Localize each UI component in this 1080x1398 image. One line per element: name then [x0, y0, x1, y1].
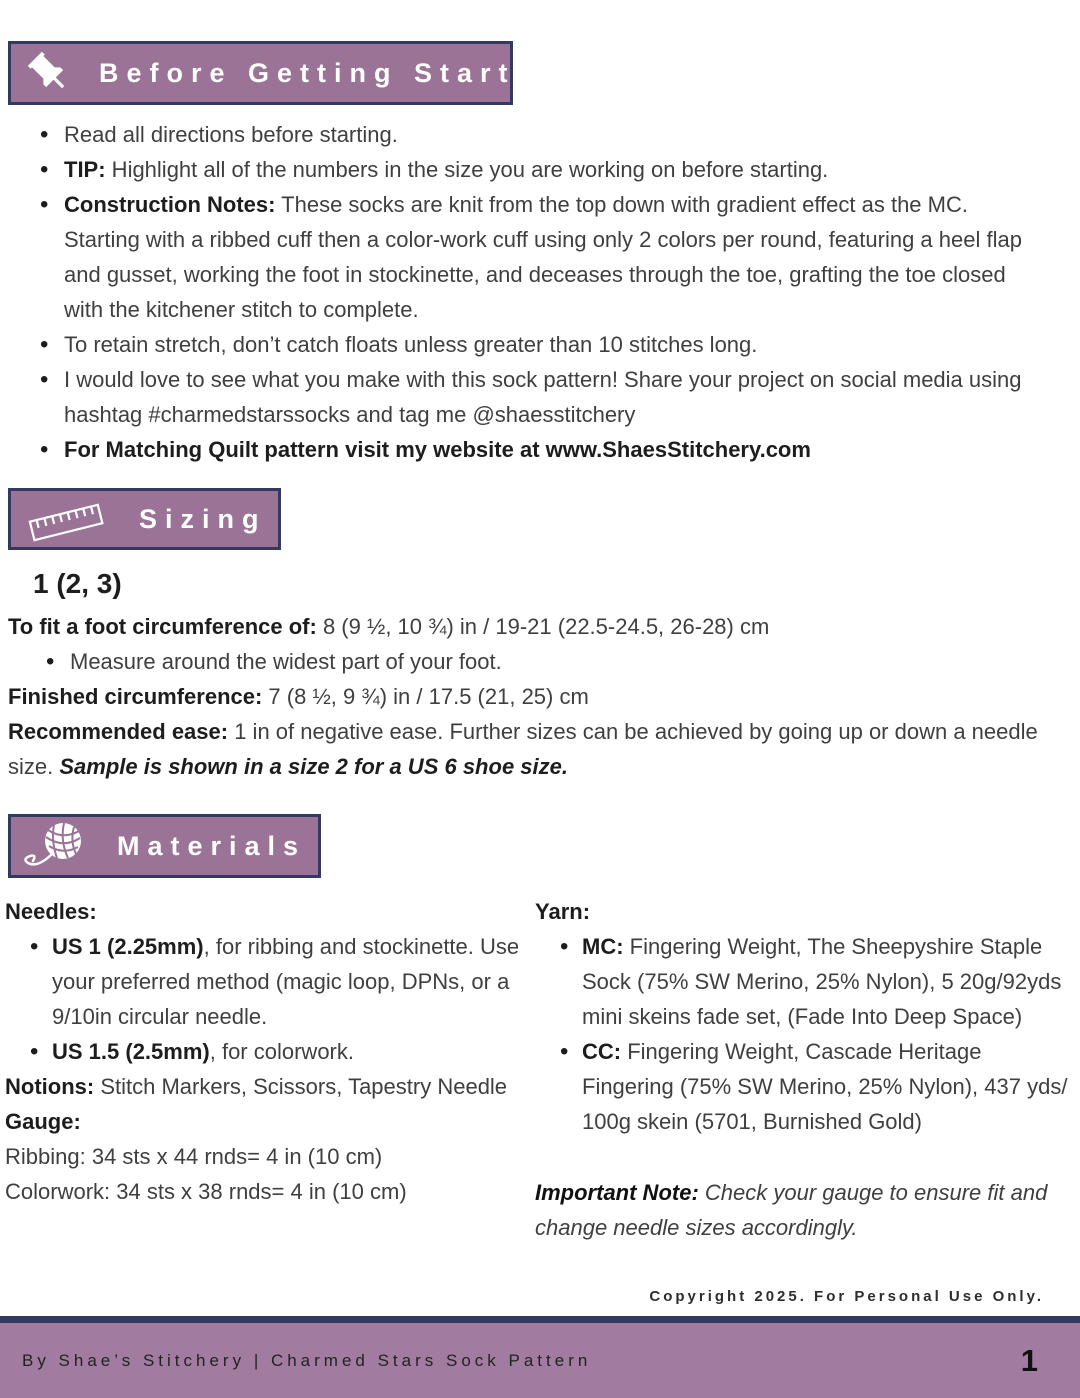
bullet-bold: Construction Notes:	[64, 192, 276, 217]
finished-label: Finished circumference:	[8, 684, 263, 709]
bullet-text: Fingering Weight, The Sheepyshire Staple Sock (75% SW Merino, 25% Nylon), 5 20g/92yds mini skeins fade set, (Fade Into Deep Space)	[582, 934, 1062, 1029]
important-note	[535, 1175, 1070, 1245]
ruler-icon	[23, 494, 109, 544]
materials-section	[5, 894, 1080, 1245]
materials-left-column	[5, 894, 535, 1245]
size-options: 1 (2, 3)	[33, 568, 122, 599]
bullet-bold: TIP:	[64, 157, 106, 182]
notions-line	[5, 1069, 535, 1104]
important-note-label: Important Note:	[535, 1180, 699, 1205]
before-section	[0, 117, 1045, 467]
copyright-text: Copyright 2025. For Personal Use Only.	[649, 1288, 1044, 1305]
bullet-bold: US 1 (2.25mm)	[52, 934, 204, 959]
footer-bar	[0, 1323, 1080, 1398]
list-item	[40, 187, 1045, 327]
yarn-ball-icon	[21, 820, 89, 872]
sizing-banner	[8, 488, 281, 550]
yarn-label: Yarn:	[535, 899, 591, 924]
bullet-bold: MC:	[582, 934, 624, 959]
fit-line	[8, 609, 1058, 644]
sizing-bullet-list	[8, 644, 1058, 679]
finished-value: 7 (8 ½, 9 ¾) in / 17.5 (21, 25) cm	[262, 684, 589, 709]
list-item	[30, 929, 535, 1034]
gauge-label: Gauge:	[5, 1109, 81, 1134]
bullet-text: , for ribbing and stockinette. Use your preferred method (magic loop, DPNs, or a 9/10in circular needle.	[52, 934, 520, 1029]
sizing-section	[8, 566, 1058, 784]
materials-right-column	[535, 894, 1070, 1245]
ease-emphasis: Sample is shown in a size 2 for a US 6 shoe size.	[59, 754, 568, 779]
needles-list	[5, 929, 535, 1069]
notions-text: Stitch Markers, Scissors, Tapestry Needle	[94, 1074, 508, 1099]
ease-label: Recommended ease:	[8, 719, 229, 744]
list-item	[40, 117, 1045, 152]
list-item	[40, 152, 1045, 187]
finished-line	[8, 679, 1058, 714]
bullet-text: , for colorwork.	[209, 1039, 354, 1064]
bullet-text: These socks are knit from the top down with gradient effect as the MC. Starting with a ribbed cuff then a color-work cuff using only 2 colors per round, featuring a heel flap and gusset, working the foot in stockinette, and deceases through the toe, grafting the toe closed with the kitchener stitch to complete.	[64, 192, 1022, 322]
materials-banner	[8, 814, 321, 878]
page-number: 1	[1020, 1342, 1038, 1378]
before-getting-started-banner	[8, 41, 564, 105]
bullet-text: Highlight all of the numbers in the size you are working on before starting.	[105, 157, 829, 182]
before-bullet-list	[0, 117, 1045, 467]
gauge-colorwork: Colorwork: 34 sts x 38 rnds= 4 in (10 cm)	[5, 1179, 407, 1204]
gauge-ribbing: Ribbing: 34 sts x 44 rnds= 4 in (10 cm)	[5, 1144, 383, 1169]
bullet-bold: CC:	[582, 1039, 622, 1064]
ease-line	[8, 714, 1058, 784]
bullet-text: Fingering Weight, Cascade Heritage Fingering (75% SW Merino, 25% Nylon), 437 yds/ 100g skein (5701, Burnished Gold)	[582, 1039, 1068, 1134]
bullet-text: I would love to see what you make with this sock pattern! Share your project on social media using hashtag #charmedstarssocks and tag me @shaesstitchery	[64, 367, 1022, 427]
ease-text: 1 in of negative ease. Further sizes can be achieved by going up or down a needle size.	[8, 719, 1038, 779]
notions-label: Notions:	[5, 1074, 95, 1099]
bullet-text: Read all directions before starting.	[64, 122, 398, 147]
list-item	[560, 1034, 1070, 1139]
section-title: Before Getting Started	[99, 57, 564, 88]
footer-attribution: By Shae’s Stitchery | Charmed Stars Sock Pattern	[22, 1350, 592, 1370]
bullet-bold: For Matching Quilt pattern visit my website at www.ShaesStitchery.com	[64, 437, 811, 462]
list-item	[46, 644, 1058, 679]
section-title: Materials	[117, 830, 307, 861]
footer-divider	[0, 1316, 1080, 1323]
list-item	[560, 929, 1070, 1034]
bullet-bold: US 1.5 (2.5mm)	[52, 1039, 210, 1064]
bullet-text: To retain stretch, don’t catch floats unless greater than 10 stitches long.	[64, 332, 758, 357]
needles-label: Needles:	[5, 899, 97, 924]
pushpin-icon	[25, 49, 73, 97]
bullet-text: Measure around the widest part of your foot.	[70, 649, 502, 674]
list-item	[40, 362, 1045, 432]
list-item	[40, 432, 1045, 467]
yarn-list	[535, 929, 1070, 1139]
list-item	[40, 327, 1045, 362]
fit-label: To fit a foot circumference of:	[8, 614, 317, 639]
fit-value: 8 (9 ½, 10 ¾) in / 19-21 (22.5-24.5, 26-28) cm	[316, 614, 770, 639]
list-item	[30, 1034, 535, 1069]
important-note-text: Check your gauge to ensure fit and change needle sizes accordingly.	[535, 1180, 1048, 1240]
section-title: Sizing	[139, 503, 267, 534]
